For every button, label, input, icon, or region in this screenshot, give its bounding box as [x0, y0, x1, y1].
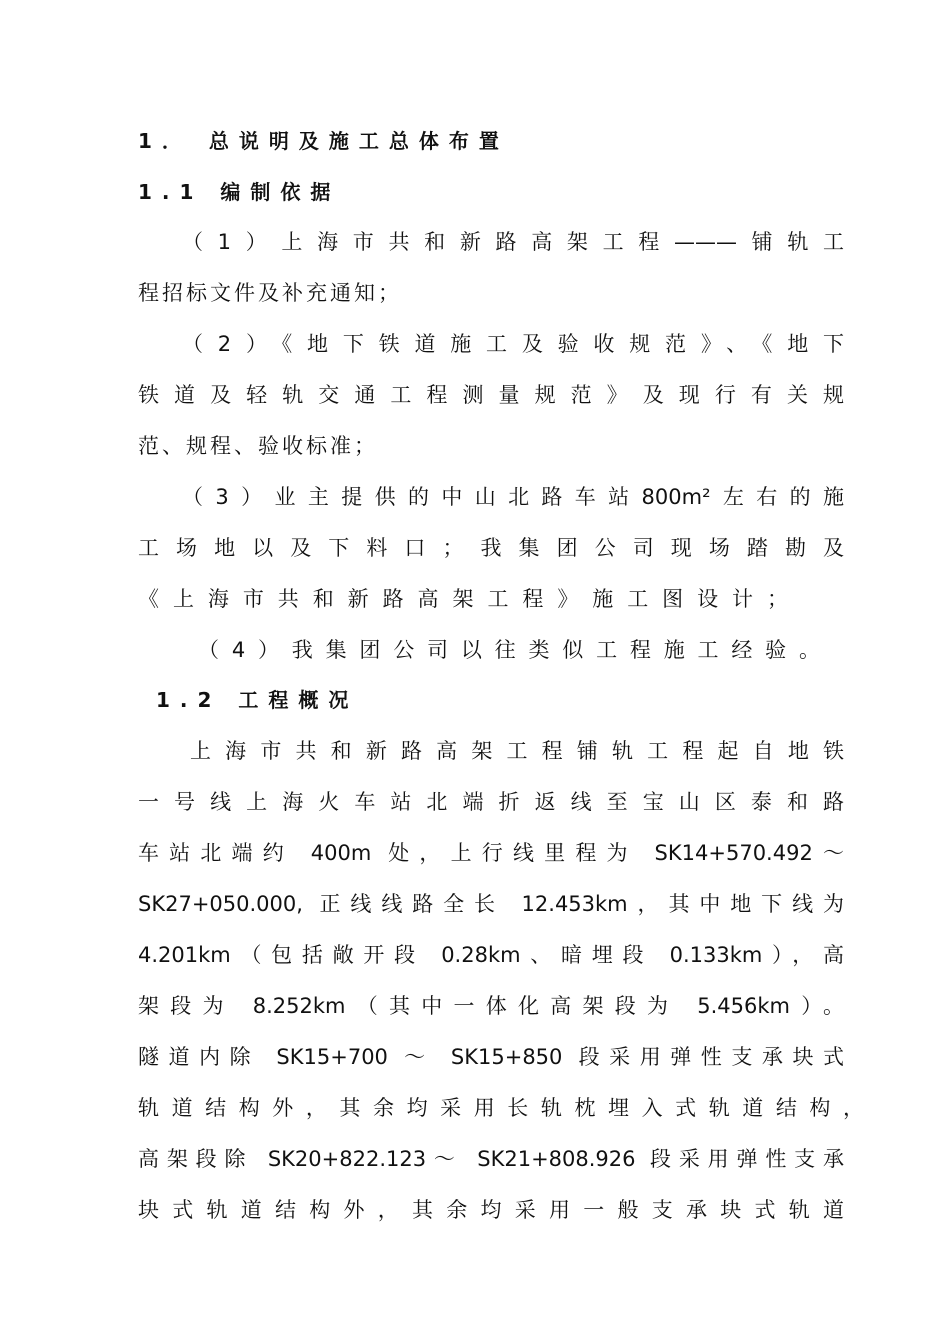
overview-line-2: 一号线上海火车站北端折返线至宝山区泰和路	[138, 790, 844, 814]
basis-item-2-line-3: 范、规程、验收标准；	[138, 434, 378, 458]
section-heading-1-2: 1.2 工程概况	[156, 688, 359, 712]
chapter-heading: 1． 总说明及施工总体布置	[138, 129, 509, 153]
basis-item-1-line-1: （1）上海市共和新路高架工程———铺轨工	[182, 230, 844, 254]
section-heading-1-1: 1.1 编制依据	[138, 180, 341, 204]
overview-line-9: 高架段除 SK20+822.123～ SK21+808.926 段采用弹性支承	[138, 1147, 844, 1171]
overview-line-4: SK27+050.000, 正线线路全长 12.453km，其中地下线为	[138, 892, 844, 916]
basis-item-2-line-2: 铁道及轻轨交通工程测量规范》及现行有关规	[138, 383, 844, 407]
overview-line-5: 4.201km（包括敞开段 0.28km、暗埋段 0.133km），高	[138, 943, 844, 967]
basis-item-3-line-2: 工场地以及下料口；我集团公司现场踏勘及	[138, 536, 844, 560]
overview-line-8: 轨道结构外，其余均采用长轨枕埋入式轨道结构，	[138, 1096, 864, 1120]
basis-item-1-line-2: 程招标文件及补充通知；	[138, 281, 402, 305]
basis-item-3-line-3: 《上海市共和新路高架工程》施工图设计；	[138, 587, 788, 611]
overview-line-3: 车站北端约 400m 处，上行线里程为 SK14+570.492～	[138, 841, 844, 865]
overview-line-6: 架段为 8.252km（其中一体化高架段为 5.456km）。	[138, 994, 844, 1018]
overview-line-1: 上海市共和新路高架工程铺轨工程起自地铁	[190, 739, 844, 763]
overview-line-7: 隧道内除 SK15+700 ～ SK15+850 段采用弹性支承块式	[138, 1045, 844, 1069]
overview-line-10: 块式轨道结构外，其余均采用一般支承块式轨道	[138, 1198, 844, 1222]
basis-item-4-line-1: （4）我集团公司以往类似工程施工经验。	[198, 638, 820, 662]
basis-item-2-line-1: （2）《地下铁道施工及验收规范》、《地下	[182, 332, 844, 356]
basis-item-3-line-1: （3）业主提供的中山北路车站800m²左右的施	[182, 485, 844, 509]
